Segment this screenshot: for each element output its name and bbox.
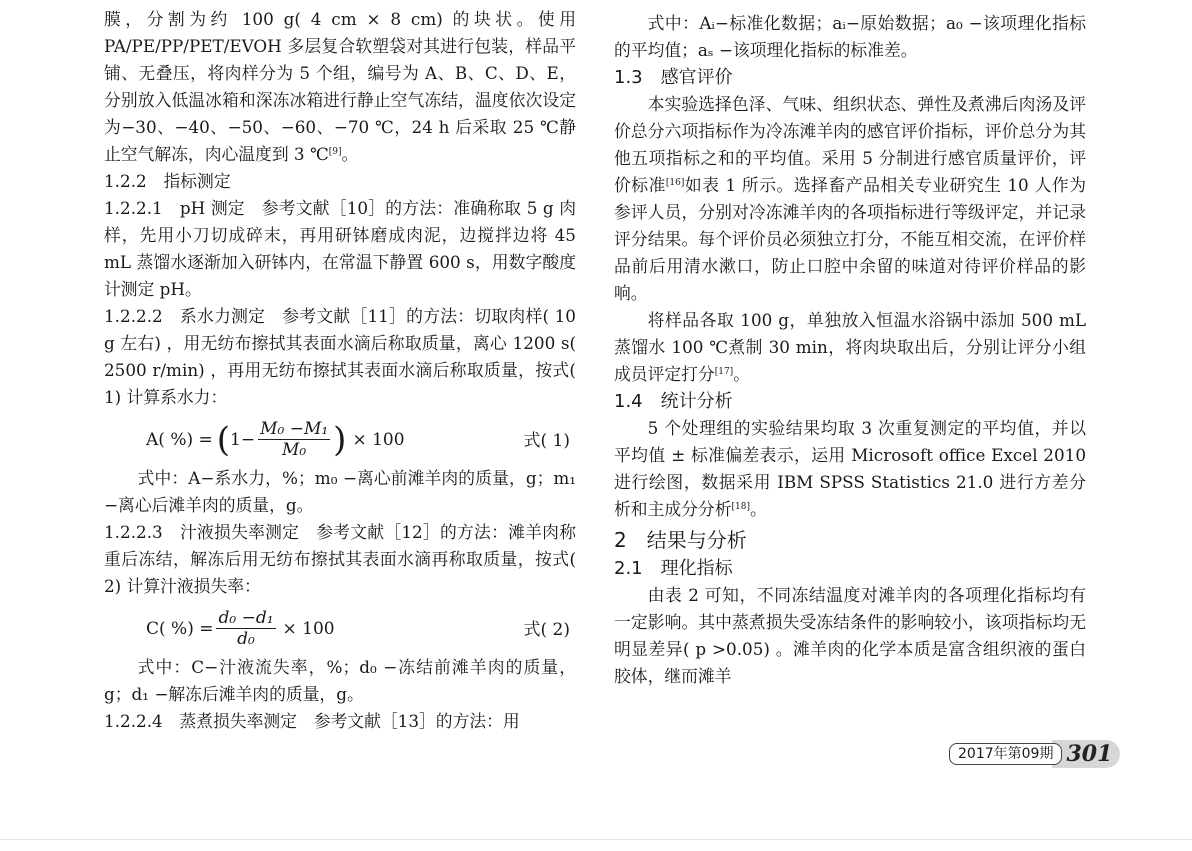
section-heading-2: 2 结果与分析 [614, 528, 747, 552]
paragraph-text: 膜，分割为约 100 g( 4 cm × 8 cm) 的块状。使用 PA/PE/PP/PET/EVOH 多层复合软塑袋对其进行包装，样品平铺、无叠压，将肉样分为 5 个组，编号为 A、B、C、D、E，分别放入低温冰箱和深冻冰箱进行静止空气冻结，温度依次设定为−30、−40、−50、−60、−70 ℃，24 h 后采取 25 ℃静止空气解冻，肉心温度到 3 ℃ [104, 9, 576, 164]
equation-rhs: × 100 [352, 429, 405, 450]
citation: [9] [328, 147, 342, 157]
fraction-denominator: d₀ [237, 629, 255, 649]
fraction-numerator: d₀ −d₁ [218, 608, 274, 628]
left-column [104, 6, 576, 735]
fraction [258, 419, 330, 460]
paragraph-ph: 1.2.2.1 pH 测定 参考文献［10］的方法：准确称取 5 g 肉样，先用小刀切成碎末，再用研钵磨成肉泥，边搅拌边将 45 mL 蒸馏水逐渐加入研钵内，在常温下静置 600 s，用数字酸度计测定 pH。 [104, 198, 576, 299]
equation-lhs: A( %) = [146, 429, 213, 450]
section-heading-1-2-2: 1.2.2 指标测定 [104, 171, 231, 191]
paragraph-water-holding: 1.2.2.2 系水力测定 参考文献［11］的方法：切取肉样( 10 g 左右) ，用无纺布擦拭其表面水滴后称取质量，离心 1200 s( 2500 r/min) ，再用无纺布擦拭其表面水滴后称取质量，按式( 1) 计算系水力： [104, 306, 576, 407]
equation-term: 1− [230, 429, 256, 450]
section-heading-1-4: 1.4 统计分析 [614, 391, 733, 412]
equation-lhs: C( %) = [146, 618, 214, 639]
paragraph-drip-loss: 1.2.2.3 汁液损失率测定 参考文献［12］的方法：滩羊肉称重后冻结，解冻后用无纺布擦拭其表面水滴再称取质量，按式( 2) 计算汁液损失率： [104, 522, 576, 596]
page-number: 301 [1052, 740, 1120, 768]
fraction-denominator: M₀ [282, 440, 307, 460]
issue-badge: 2017年第09期 [949, 743, 1062, 765]
paragraph-cooking-loss: 1.2.2.4 蒸煮损失率测定 参考文献［13］的方法：用 [104, 711, 520, 731]
paragraph-text: 如表 1 所示。选择畜产品相关专业研究生 10 人作为参评人员，分别对冷冻滩羊肉的各项指标进行等级评定，并记录评分结果。每个评价员必须独立打分，不能互相交流，在评价样品前后用清水漱口，防止口腔中余留的味道对待评价样品的影响。 [614, 175, 1086, 303]
paragraph-end: 。 [341, 144, 359, 164]
fraction [216, 608, 275, 649]
equation-1 [104, 411, 576, 465]
citation: [17] [714, 367, 734, 377]
citation: [16] [665, 178, 685, 188]
equation-tag: 式( 1) [523, 431, 570, 451]
paragraph-end: 。 [733, 364, 750, 384]
equation-tag: 式( 2) [523, 620, 570, 640]
equation-2-note: 式中：C−汁液流失率，%；d₀ −冻结前滩羊肉的质量，g；d₁ −解冻后滩羊肉的质量，g。 [104, 657, 576, 704]
paragraph-text: 5 个处理组的实验结果均取 3 次重复测定的平均值，并以平均值 ± 标准偏差表示，运用 Microsoft office Excel 2010 进行绘图，数据采用 IBM SPSS Statistics 21.0 进行方差分析和主成分分析 [614, 418, 1086, 519]
paragraph-statistics [614, 415, 1086, 523]
fraction-numerator: M₀ −M₁ [260, 419, 329, 439]
equation-2 [104, 600, 576, 654]
equation-1-note: 式中：A−系水力，%；m₀ −离心前滩羊肉的质量，g；m₁ −离心后滩羊肉的质量，g。 [104, 468, 576, 515]
right-column [614, 10, 1086, 690]
section-heading-1-3: 1.3 感官评价 [614, 67, 733, 88]
equation-rhs: × 100 [282, 618, 335, 639]
paren-close: ) [333, 419, 347, 460]
section-heading-2-1: 2.1 理化指标 [614, 558, 733, 579]
formula-note: 式中：Aᵢ−标准化数据；aᵢ−原始数据；a₀ −该项理化指标的平均值；aₛ −该项理化指标的标准差。 [614, 13, 1086, 60]
divider [0, 839, 1192, 840]
paragraph-sensory [614, 91, 1086, 307]
paragraph-cooking [614, 307, 1086, 388]
page-footer [949, 740, 1120, 768]
paragraph-text: 将样品各取 100 g，单独放入恒温水浴锅中添加 500 mL 蒸馏水 100 ℃煮制 30 min，将肉块取出后，分别让评分小组成员评定打分 [614, 310, 1086, 384]
paragraph-sample-prep [104, 6, 576, 168]
paragraph-end: 。 [749, 499, 767, 519]
paragraph-results: 由表 2 可知，不同冻结温度对滩羊肉的各项理化指标均有一定影响。其中蒸煮损失受冻结条件的影响较小，该项指标均无明显差异( p >0.05) 。滩羊肉的化学本质是富含组织液的蛋白胶体，继而滩羊 [614, 585, 1086, 686]
paragraph-text: 本实验选择色泽、气味、组织状态、弹性及煮沸后肉汤及评价总分六项指标作为冷冻滩羊肉的感官评价指标，评价总分为其他五项指标之和的平均值。采用 5 分制进行感官质量评价，评价标准 [614, 94, 1086, 195]
paren-open: ( [216, 419, 231, 460]
citation: [18] [731, 502, 750, 512]
